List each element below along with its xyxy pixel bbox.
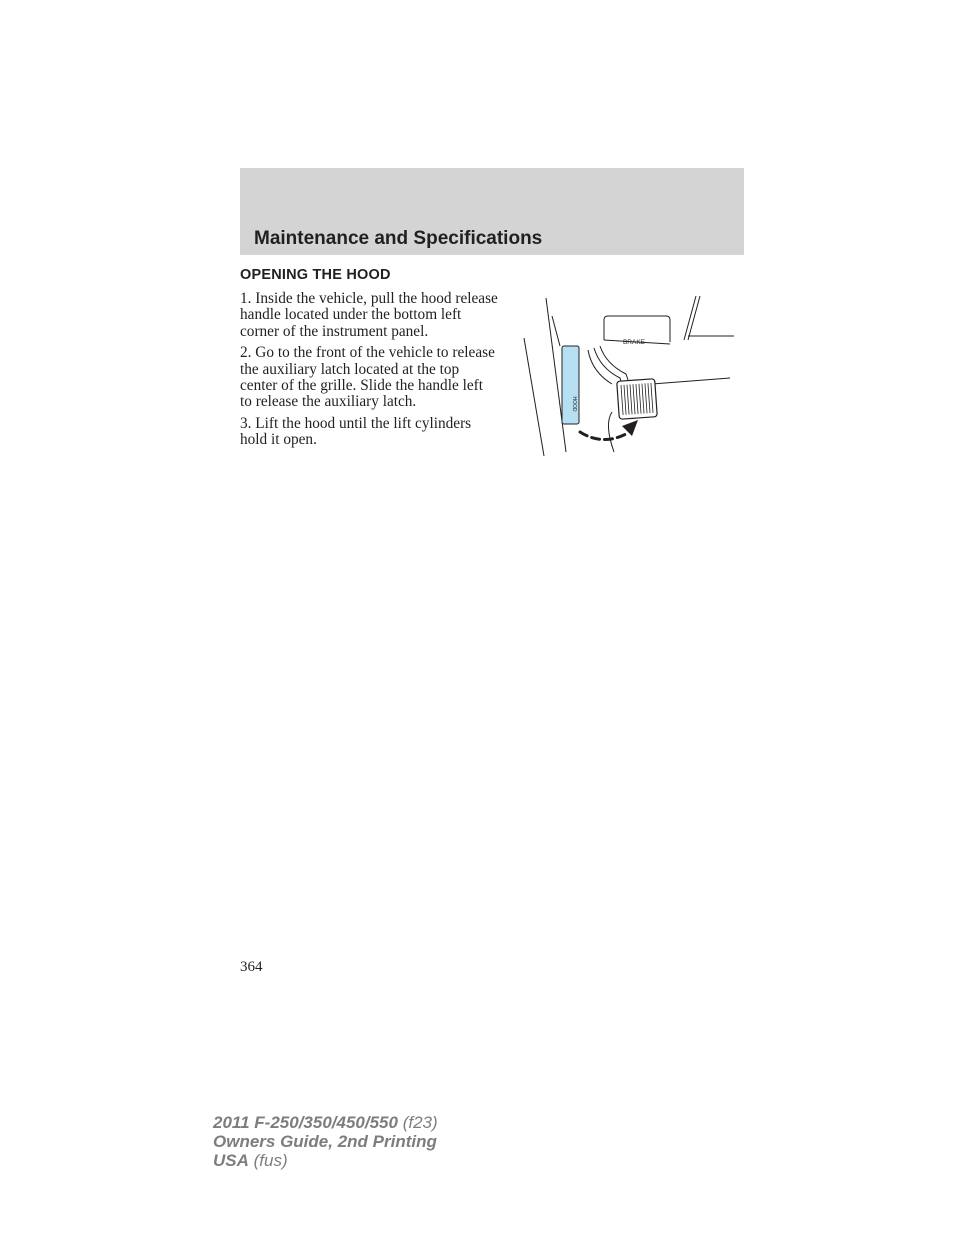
document-footer xyxy=(213,1113,438,1170)
brake-pedal xyxy=(617,379,658,420)
motion-arrow xyxy=(580,432,626,440)
footer-line-3 xyxy=(213,1151,438,1170)
footer-market-code: (fus) xyxy=(253,1151,288,1170)
footer-market: USA xyxy=(213,1151,249,1170)
chapter-title: Maintenance and Specifications xyxy=(254,228,543,249)
instruction-steps xyxy=(240,291,498,454)
brake-label: BRAKE xyxy=(622,339,646,346)
footer-line-2: Owners Guide, 2nd Printing xyxy=(213,1132,437,1151)
footer-model: 2011 F-250/350/450/550 xyxy=(213,1113,398,1132)
section-heading: OPENING THE HOOD xyxy=(240,267,391,283)
hood-handle-label: HOOD xyxy=(571,396,577,412)
step-2: 2. Go to the front of the vehicle to release the auxiliary latch located at the top center of the grille. Slide the handle left to release the auxiliary latch. xyxy=(240,344,495,411)
door-edge-line xyxy=(524,338,544,456)
step-1: 1. Inside the vehicle, pull the hood release handle located under the bottom left corner of the instrument panel. xyxy=(240,290,498,340)
step-3: 3. Lift the hood until the lift cylinders hold it open. xyxy=(240,414,472,449)
footer-model-code: (f23) xyxy=(402,1113,438,1132)
hood-release-illustration xyxy=(518,292,734,456)
hood-release-handle xyxy=(562,346,579,424)
footer-line-1 xyxy=(213,1113,438,1132)
page-number: 364 xyxy=(240,959,263,975)
